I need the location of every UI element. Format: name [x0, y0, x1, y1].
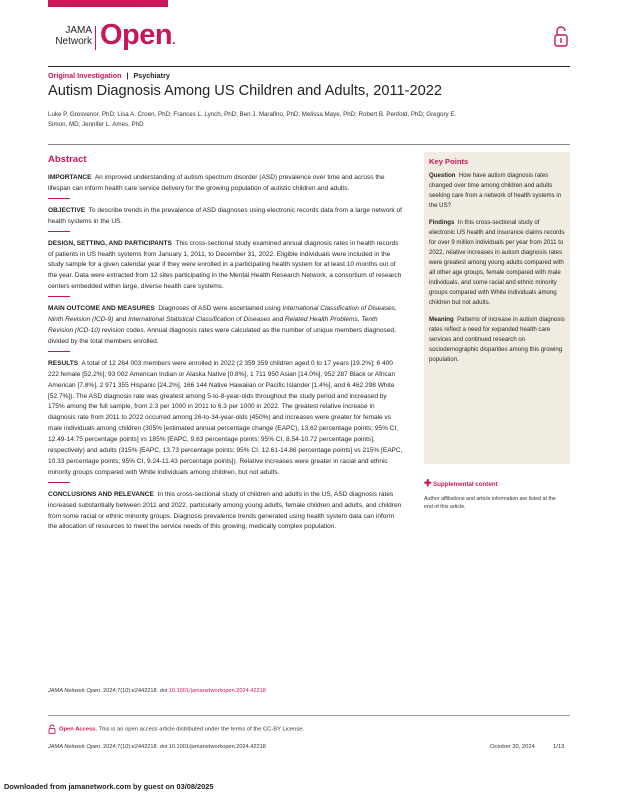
key-question [429, 171, 566, 211]
conclusions-text: In this cross-sectional study of children and adults in the US, ASD diagnosis rates increased substantially between 2011 and 2022, particularly among young adults, female children and adults, and children from some racial or ethnic minority groups. Diagnosis prevalence trends generated using health system data can inform the allocation of resources to meet the service needs of this growing, medically complex population. [48, 490, 402, 531]
objective-text: To describe trends in the prevalence of ASD diagnoses using electronic records data from a large network of health systems in the US. [48, 206, 402, 225]
question-text: How have autism diagnosis rates changed over time among children and adults seeking care from a network of health systems in the US? [429, 172, 562, 209]
outcome-italic-1: International Classification of Diseases, Ninth Revision (ICD-9) [48, 305, 397, 324]
download-watermark: Downloaded from jamanetwork.com by guest on 03/08/2025 [4, 782, 214, 791]
outcome-label: MAIN OUTCOME AND MEASURES [48, 305, 155, 313]
open-access-small-lock-icon [48, 724, 56, 734]
citation-journal: JAMA Network Open. [48, 688, 102, 694]
article-title: Autism Diagnosis Among US Children and Adults, 2011-2022 [48, 83, 442, 99]
outcome-text-2: and [115, 316, 127, 324]
question-label: Question [429, 172, 456, 179]
meaning-text: Patterns of increase in autism diagnosis rates reflect a need for expanded health care services and continued research on sociodemographic disparities among this growing population. [429, 316, 565, 363]
footer-ref: 2024;7(10):e2442218. doi:10.1001/jamanetworkopen.2024.42218 [103, 744, 266, 750]
logo-jama-text: JAMA [65, 25, 92, 36]
section-divider [48, 351, 70, 352]
citation-line [48, 688, 266, 694]
title-rule [48, 144, 570, 145]
abstract-body [48, 173, 403, 533]
importance-paragraph [48, 173, 403, 195]
citation-doi-link[interactable]: 10.1001/jamanetworkopen.2024.42218 [168, 688, 266, 694]
supplemental-content-link[interactable] [424, 478, 498, 489]
footer-rule [48, 715, 570, 716]
open-access-text: This is an open access article distributed under the terms of the CC-BY License. [98, 726, 305, 733]
abstract-heading: Abstract [48, 154, 87, 165]
results-label: RESULTS [48, 359, 79, 367]
footer-date: October 30, 2024 [490, 744, 535, 750]
key-points-box [424, 152, 570, 464]
objective-paragraph [48, 206, 403, 228]
section-divider [48, 231, 70, 232]
outcome-paragraph [48, 304, 403, 348]
results-text: A total of 12 264 003 members were enrolled in 2022 (2 359 359 children aged 0 to 17 years [19.2%]; 6 400 222 female [52.2%]; 93 002 American Indian or Alaska Native [0.8%], 1 711 950 Asian [14.0%], 952 287 Black or African American [7.8%], 2 971 355 Hispanic [24.2%], 166 144 Native Hawaiian or Pacific Islander [1.4%], and 6 462 298 White [52.7%]). The ASD diagnosis rate was greatest among 5-to-8-year-olds throughout the study period and increased by 175% among the full sample, from 2.3 per 1000 in 2011 to 6.3 per 1000 in 2022. The greatest relative increase in diagnosis rate from 2011 to 2022 occurred among 26-to-34-year-olds (450%) and increases were greater for female vs male individuals among children (305% [estimated annual percentage change (EAPC), 13.62 percentage points; 95% CI, 12.49-14.75 percentage points] vs 185% [EAPC, 9.63 percentage points; 95% CI, 8.54-10.72 percentage points], respectively) and adults (315% [EAPC, 13.73 percentage points; 95% CI, 12.61-14.86 percentage points] vs 215% [EAPC, 10.33 percentage points; 95% CI, 9.24-11.43 percentage points]). Relative increases were greater in racial and ethnic minority groups compared with White individuals among children, but not adults. [48, 359, 403, 476]
open-access-lock-icon [553, 24, 569, 48]
section-divider [48, 296, 70, 297]
outcome-text-3: revision codes. Annual diagnosis rates were calculated as the number of unique members diagnosed, divided by the total members enrolled. [48, 326, 396, 345]
design-text: This cross-sectional study examined annual diagnosis rates in health records of patients in US health systems from January 1, 2011, to December 31, 2022. Eligible individuals were included in the study sample for a given calendar year if they were enrolled in a participating health system for at least 10 months out of the year. Data were extracted from 12 sites participating in the Mental Health Research Network, a consortium of research centers embedded within large, diverse health care systems. [48, 239, 402, 291]
key-points-heading: Key Points [429, 157, 469, 166]
page-number: 1/13 [553, 744, 565, 750]
findings-label: Findings [429, 219, 455, 226]
logo-open-word: Open [100, 19, 173, 51]
subject-label: Psychiatry [133, 71, 170, 80]
article-category [48, 71, 170, 80]
citation-ref: 2024;7(10):e2442218. [103, 688, 159, 694]
importance-label: IMPORTANCE [48, 174, 92, 181]
plus-icon: ✚ [424, 478, 432, 488]
logo-open-text [100, 19, 175, 52]
objective-label: OBJECTIVE [48, 206, 86, 214]
header-rule [48, 66, 570, 67]
importance-text: An improved understanding of autism spectrum disorder (ASD) prevalence over time and across the lifespan can inform health care service delivery for the growing population of autistic children and adults. [48, 174, 385, 192]
logo-open-dot: . [172, 33, 175, 47]
outcome-text-1: Diagnoses of ASD were ascertained using [158, 305, 281, 313]
supplemental-label: Supplemental content [433, 481, 498, 488]
section-divider [48, 198, 70, 199]
section-divider [48, 482, 70, 483]
meaning-label: Meaning [429, 316, 454, 323]
footer-journal: JAMA Network Open. [48, 744, 102, 750]
author-list: Luke P. Grosvenor, PhD; Lisa A. Croen, PhD; Frances L. Lynch, PhD; Ben J. Marafino, PhD; Melissa Maye, PhD; Robert B. Penfold, PhD; Gregory E. Simon, MD; Jennifer L. Ames, PhD [48, 111, 457, 128]
logo-jama-network [48, 25, 92, 47]
open-access-note [48, 724, 304, 734]
key-findings [429, 218, 566, 308]
conclusions-label: CONCLUSIONS AND RELEVANCE [48, 490, 154, 498]
open-access-label[interactable]: Open Access. [59, 726, 98, 733]
design-paragraph [48, 239, 403, 294]
citation-doi-prefix: doi: [159, 688, 169, 694]
affiliations-note: Author affiliations and article information are listed at the end of this article. [424, 496, 556, 510]
logo-divider [95, 26, 96, 50]
top-accent-bar [48, 0, 168, 7]
findings-text: In this cross-sectional study of electronic US health and insurance claims records for over 9 million individuals per year from 2011 to 2022, relative increases in autism diagnosis rates were greatest among young adults compared with all other age groups, female compared with male individuals, and some racial and ethnic minority groups compared with White individuals among children but not adults. [429, 219, 565, 306]
design-label: DESIGN, SETTING, AND PARTICIPANTS [48, 239, 172, 247]
outcome-italic-2: International Statistical Classification of Diseases and Related Health Problems, Tenth Revision (ICD-10) [48, 316, 378, 334]
footer-citation [48, 744, 266, 750]
key-points-body [429, 171, 566, 372]
category-label: Original Investigation [48, 71, 122, 80]
key-meaning [429, 315, 566, 365]
logo-network-text: Network [55, 36, 92, 47]
category-separator: | [126, 71, 129, 80]
conclusions-paragraph [48, 490, 403, 534]
results-paragraph [48, 359, 403, 479]
